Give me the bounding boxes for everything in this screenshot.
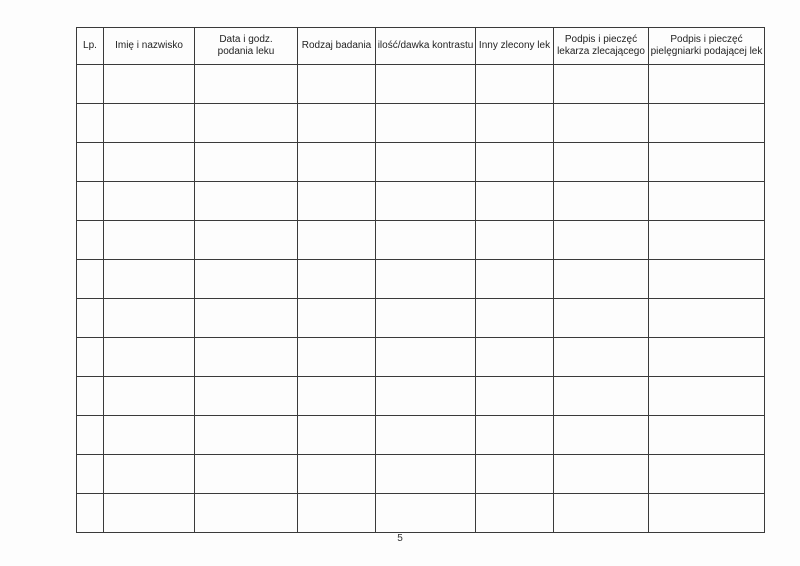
table-cell (554, 299, 649, 338)
table-cell (104, 260, 195, 299)
table-cell (476, 182, 554, 221)
table-cell (104, 494, 195, 533)
table-cell (476, 260, 554, 299)
table-cell (195, 338, 298, 377)
header-lp: Lp. (77, 28, 104, 65)
table-cell (77, 65, 104, 104)
table-cell (649, 338, 765, 377)
table-cell (77, 221, 104, 260)
table-row (77, 260, 765, 299)
table-cell (554, 416, 649, 455)
table-row (77, 65, 765, 104)
table-cell (649, 65, 765, 104)
table-body (77, 65, 765, 533)
table-cell (77, 494, 104, 533)
table-cell (376, 221, 476, 260)
table-cell (376, 455, 476, 494)
table-cell (554, 494, 649, 533)
table-cell (104, 455, 195, 494)
table-cell (104, 377, 195, 416)
table-cell (104, 65, 195, 104)
table-cell (77, 260, 104, 299)
table-cell (298, 182, 376, 221)
medication-register-table (76, 27, 765, 533)
header-doctor-signature: Podpis i pieczęć lekarza zlecającego (554, 28, 649, 65)
table-cell (298, 104, 376, 143)
table-cell (77, 299, 104, 338)
table-cell (298, 494, 376, 533)
table-cell (77, 377, 104, 416)
table-cell (476, 416, 554, 455)
table-cell (195, 143, 298, 182)
header-nurse-signature: Podpis i pieczęć pielęgniarki podającej lek (649, 28, 765, 65)
table-cell (376, 494, 476, 533)
table-cell (298, 416, 376, 455)
table-cell (195, 182, 298, 221)
table-cell (376, 299, 476, 338)
table-row (77, 182, 765, 221)
table-cell (476, 221, 554, 260)
table-cell (554, 182, 649, 221)
table-row (77, 455, 765, 494)
table-cell (649, 260, 765, 299)
table-cell (476, 377, 554, 416)
table-cell (554, 455, 649, 494)
table-row (77, 338, 765, 377)
table-cell (376, 338, 476, 377)
table-cell (195, 377, 298, 416)
table-cell (554, 221, 649, 260)
table-cell (195, 416, 298, 455)
table-cell (476, 104, 554, 143)
table-row (77, 299, 765, 338)
table-cell (649, 221, 765, 260)
table-cell (298, 338, 376, 377)
table-cell (376, 377, 476, 416)
table-cell (649, 182, 765, 221)
table-cell (554, 143, 649, 182)
table-cell (376, 104, 476, 143)
table-cell (77, 455, 104, 494)
table-cell (554, 338, 649, 377)
table-cell (476, 455, 554, 494)
table-cell (376, 143, 476, 182)
table-cell (376, 416, 476, 455)
header-name: Imię i nazwisko (104, 28, 195, 65)
table-cell (77, 338, 104, 377)
table-cell (195, 104, 298, 143)
header-exam-type: Rodzaj badania (298, 28, 376, 65)
table-cell (554, 377, 649, 416)
page-number: 5 (397, 533, 403, 544)
table-cell (104, 143, 195, 182)
table-cell (77, 416, 104, 455)
table-cell (298, 455, 376, 494)
table-cell (476, 494, 554, 533)
table-cell (554, 260, 649, 299)
header-contrast-dose: ilość/dawka kontrastu (376, 28, 476, 65)
table-cell (649, 143, 765, 182)
table-row (77, 104, 765, 143)
table-cell (376, 260, 476, 299)
table-cell (195, 299, 298, 338)
table-cell (476, 143, 554, 182)
table-cell (476, 65, 554, 104)
table-cell (376, 65, 476, 104)
table-cell (195, 221, 298, 260)
table-cell (554, 104, 649, 143)
header-date-time: Data i godz. podania leku (195, 28, 298, 65)
table-cell (104, 338, 195, 377)
table-cell (298, 221, 376, 260)
table-cell (649, 455, 765, 494)
table-cell (104, 299, 195, 338)
table-cell (298, 143, 376, 182)
table-cell (476, 299, 554, 338)
table-cell (77, 143, 104, 182)
table-row (77, 377, 765, 416)
header-other-drug: Inny zlecony lek (476, 28, 554, 65)
table-cell (195, 260, 298, 299)
table-row (77, 494, 765, 533)
table-cell (104, 104, 195, 143)
table-row (77, 416, 765, 455)
table-cell (104, 416, 195, 455)
table-cell (195, 455, 298, 494)
table-cell (298, 299, 376, 338)
table-cell (77, 104, 104, 143)
table-cell (77, 182, 104, 221)
table-cell (298, 260, 376, 299)
table-cell (554, 65, 649, 104)
table-row (77, 143, 765, 182)
table-cell (649, 299, 765, 338)
table-cell (104, 182, 195, 221)
table-cell (476, 338, 554, 377)
table-cell (649, 377, 765, 416)
table-cell (649, 104, 765, 143)
table-cell (376, 182, 476, 221)
table-cell (195, 494, 298, 533)
table-cell (298, 377, 376, 416)
table-header-row (77, 28, 765, 65)
table-cell (649, 416, 765, 455)
table-cell (104, 221, 195, 260)
table-cell (649, 494, 765, 533)
table-cell (298, 65, 376, 104)
table-cell (195, 65, 298, 104)
table-row (77, 221, 765, 260)
